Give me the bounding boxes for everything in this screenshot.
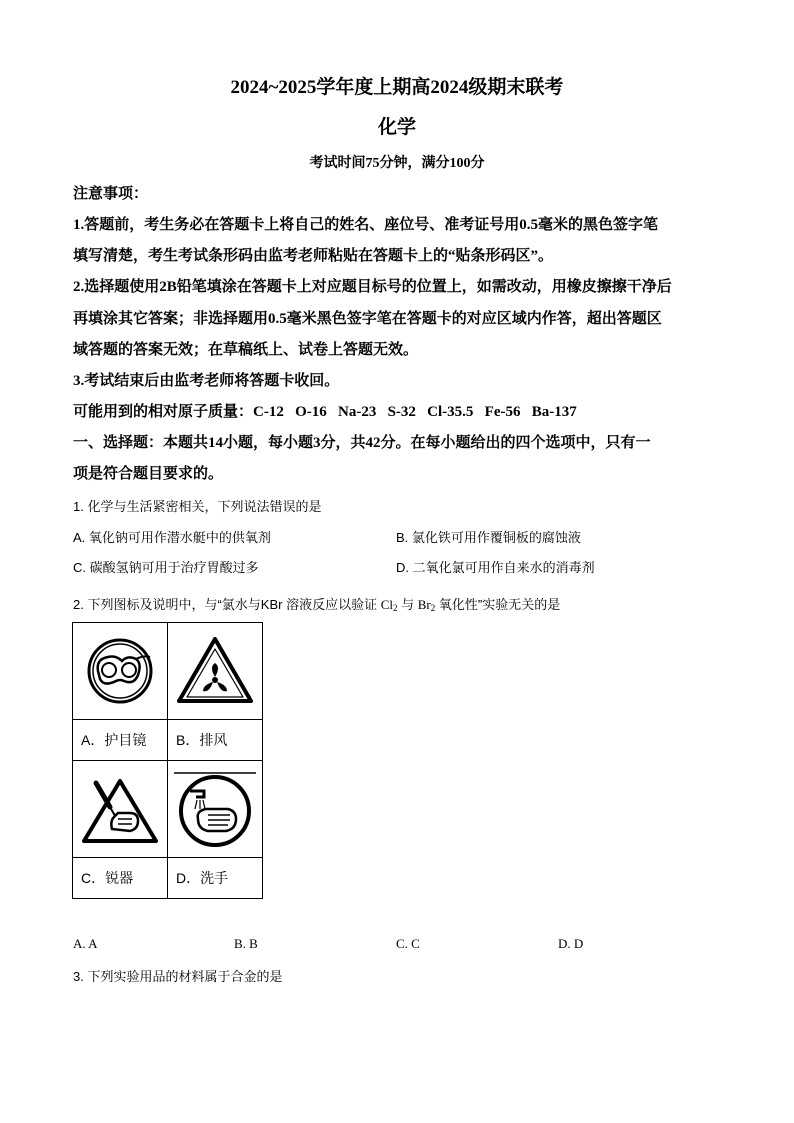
exam-info: 考试时间75分钟，满分100分 bbox=[309, 156, 485, 171]
subject-title: 化学 bbox=[377, 117, 416, 138]
safety-icon-table bbox=[72, 622, 263, 899]
question-2-stem-part-3: 氧化性”实验无关的是 bbox=[438, 597, 561, 612]
atomic-masses: 可能用到的相对原子质量：C-12 O-16 Na-23 S-32 Cl-35.5 Fe-56 Ba-137 bbox=[73, 404, 577, 420]
note-2-line-2: 再填涂其它答案；非选择题用0.5毫米黑色签字笔在答题卡的对应区域内作答，超出答题区 bbox=[73, 311, 662, 327]
question-2-option-c: C. C bbox=[396, 936, 420, 951]
question-2-stem bbox=[73, 594, 560, 613]
icon-cell-c bbox=[73, 761, 168, 858]
question-1-option-d: D. 二氧化氯可用作自来水的消毒剂 bbox=[396, 560, 595, 575]
formula-br2: $Br_2$ bbox=[417, 597, 436, 613]
question-1-option-b: B. 氯化铁可用作覆铜板的腐蚀液 bbox=[396, 530, 581, 545]
exam-title: 2024~2025学年度上期高2024级期末联考 bbox=[230, 77, 564, 98]
question-2-option-a: A. A bbox=[73, 936, 98, 951]
label-d: D．洗手 bbox=[168, 858, 263, 899]
section-1-line-1: 一、选择题：本题共14小题，每小题3分，共42分。在每小题给出的四个选项中，只有一 bbox=[73, 435, 651, 451]
exhaust-fan-icon bbox=[175, 635, 255, 707]
question-3-stem: 3. 下列实验用品的材料属于合金的是 bbox=[73, 969, 283, 984]
question-2-stem-part-1: 2. 下列图标及说明中，与“氯水与KBr 溶液反应以验证 bbox=[73, 597, 378, 612]
hand-wash-icon bbox=[170, 769, 260, 849]
sharp-object-icon bbox=[80, 773, 160, 845]
label-a: A．护目镜 bbox=[73, 720, 168, 761]
section-1-line-2: 项是符合题目要求的。 bbox=[73, 466, 224, 482]
icon-cell-d bbox=[168, 761, 263, 858]
icon-cell-a bbox=[73, 623, 168, 720]
formula-cl2: $Cl_2$ bbox=[380, 597, 398, 613]
label-c: C．锐器 bbox=[73, 858, 168, 899]
question-2-stem-part-2: 与 bbox=[401, 597, 415, 612]
note-1-line-2: 填写清楚，考生考试条形码由监考老师粘贴在答题卡上的“贴条形码区”。 bbox=[73, 248, 554, 264]
question-1-option-a: A. 氧化钠可用作潜水艇中的供氧剂 bbox=[73, 530, 271, 545]
note-2-line-1: 2.选择题使用2B铅笔填涂在答题卡上对应题目标号的位置上，如需改动，用橡皮擦擦干净后 bbox=[73, 279, 672, 295]
question-1-stem: 1. 化学与生活紧密相关，下列说法错误的是 bbox=[73, 499, 322, 514]
icon-cell-b bbox=[168, 623, 263, 720]
question-2-option-b: B. B bbox=[234, 936, 258, 951]
note-2-line-3: 域答题的答案无效；在草稿纸上、试卷上答题无效。 bbox=[73, 342, 419, 358]
question-1-option-c: C. 碳酸氢钠可用于治疗胃酸过多 bbox=[73, 560, 259, 575]
note-1-line-1: 1.答题前，考生务必在答题卡上将自己的姓名、座位号、准考证号用0.5毫米的黑色签字笔 bbox=[73, 217, 659, 233]
label-b: B．排风 bbox=[168, 720, 263, 761]
goggles-icon bbox=[84, 635, 156, 707]
question-2-option-d: D. D bbox=[558, 936, 584, 951]
note-3: 3.考试结束后由监考老师将答题卡收回。 bbox=[73, 373, 340, 389]
notes-heading: 注意事项： bbox=[73, 186, 149, 202]
